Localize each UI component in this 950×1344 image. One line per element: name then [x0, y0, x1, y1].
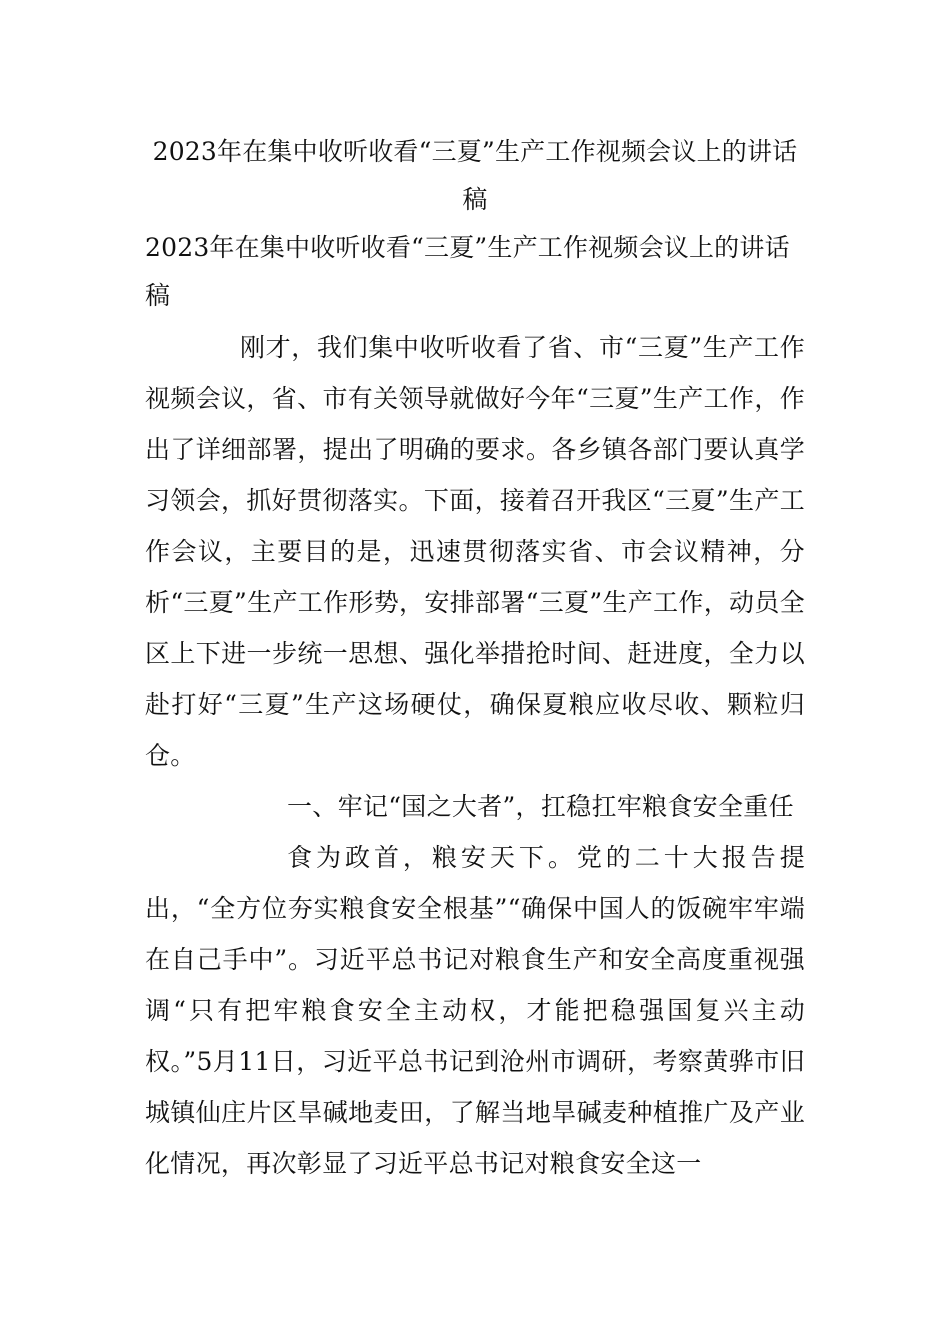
document-subtitle: 2023年在集中收听收看“三夏”生产工作视频会议上的讲话稿 — [145, 233, 790, 310]
paragraph-section-1: 食为政首，粮安天下。党的二十大报告提出，“全方位夯实粮食安全根基”“确保中国人的饭碗牢牢端在自己手中”。习近平总书记对粮食生产和安全高度重视强调“只有把牢粮食安全主动权，才能把稳强国复兴主动权。”5月11日，习近平总书记到沧州市调研，考察黄骅市旧城镇仙庄片区旱碱地麦田，了解当地旱碱麦种植推广及产业化情况，再次彰显了习近平总书记对粮食安全这一 — [145, 843, 805, 1178]
paragraph-intro: 刚才，我们集中收听收看了省、市“三夏”生产工作视频会议，省、市有关领导就做好今年“三夏”生产工作，作出了详细部署，提出了明确的要求。各乡镇各部门要认真学习领会，抓好贯彻落实。下面，接着召开我区“三夏”生产工作会议，主要目的是，迅速贯彻落实省、市会议精神，分析“三夏”生产工作形势，安排部署“三夏”生产工作，动员全区上下进一步统一思想、强化举措抢时间、赶进度，全力以赴打好“三夏”生产这场硬仗，确保夏粮应收尽收、颗粒归仓。 — [145, 333, 805, 770]
document-title: 2023年在集中收听收看“三夏”生产工作视频会议上的讲话稿 — [152, 137, 798, 214]
section-heading-1: 一、牢记“国之大者”，扛稳扛牢粮食安全重任 — [287, 792, 794, 821]
document-body — [145, 128, 805, 1189]
